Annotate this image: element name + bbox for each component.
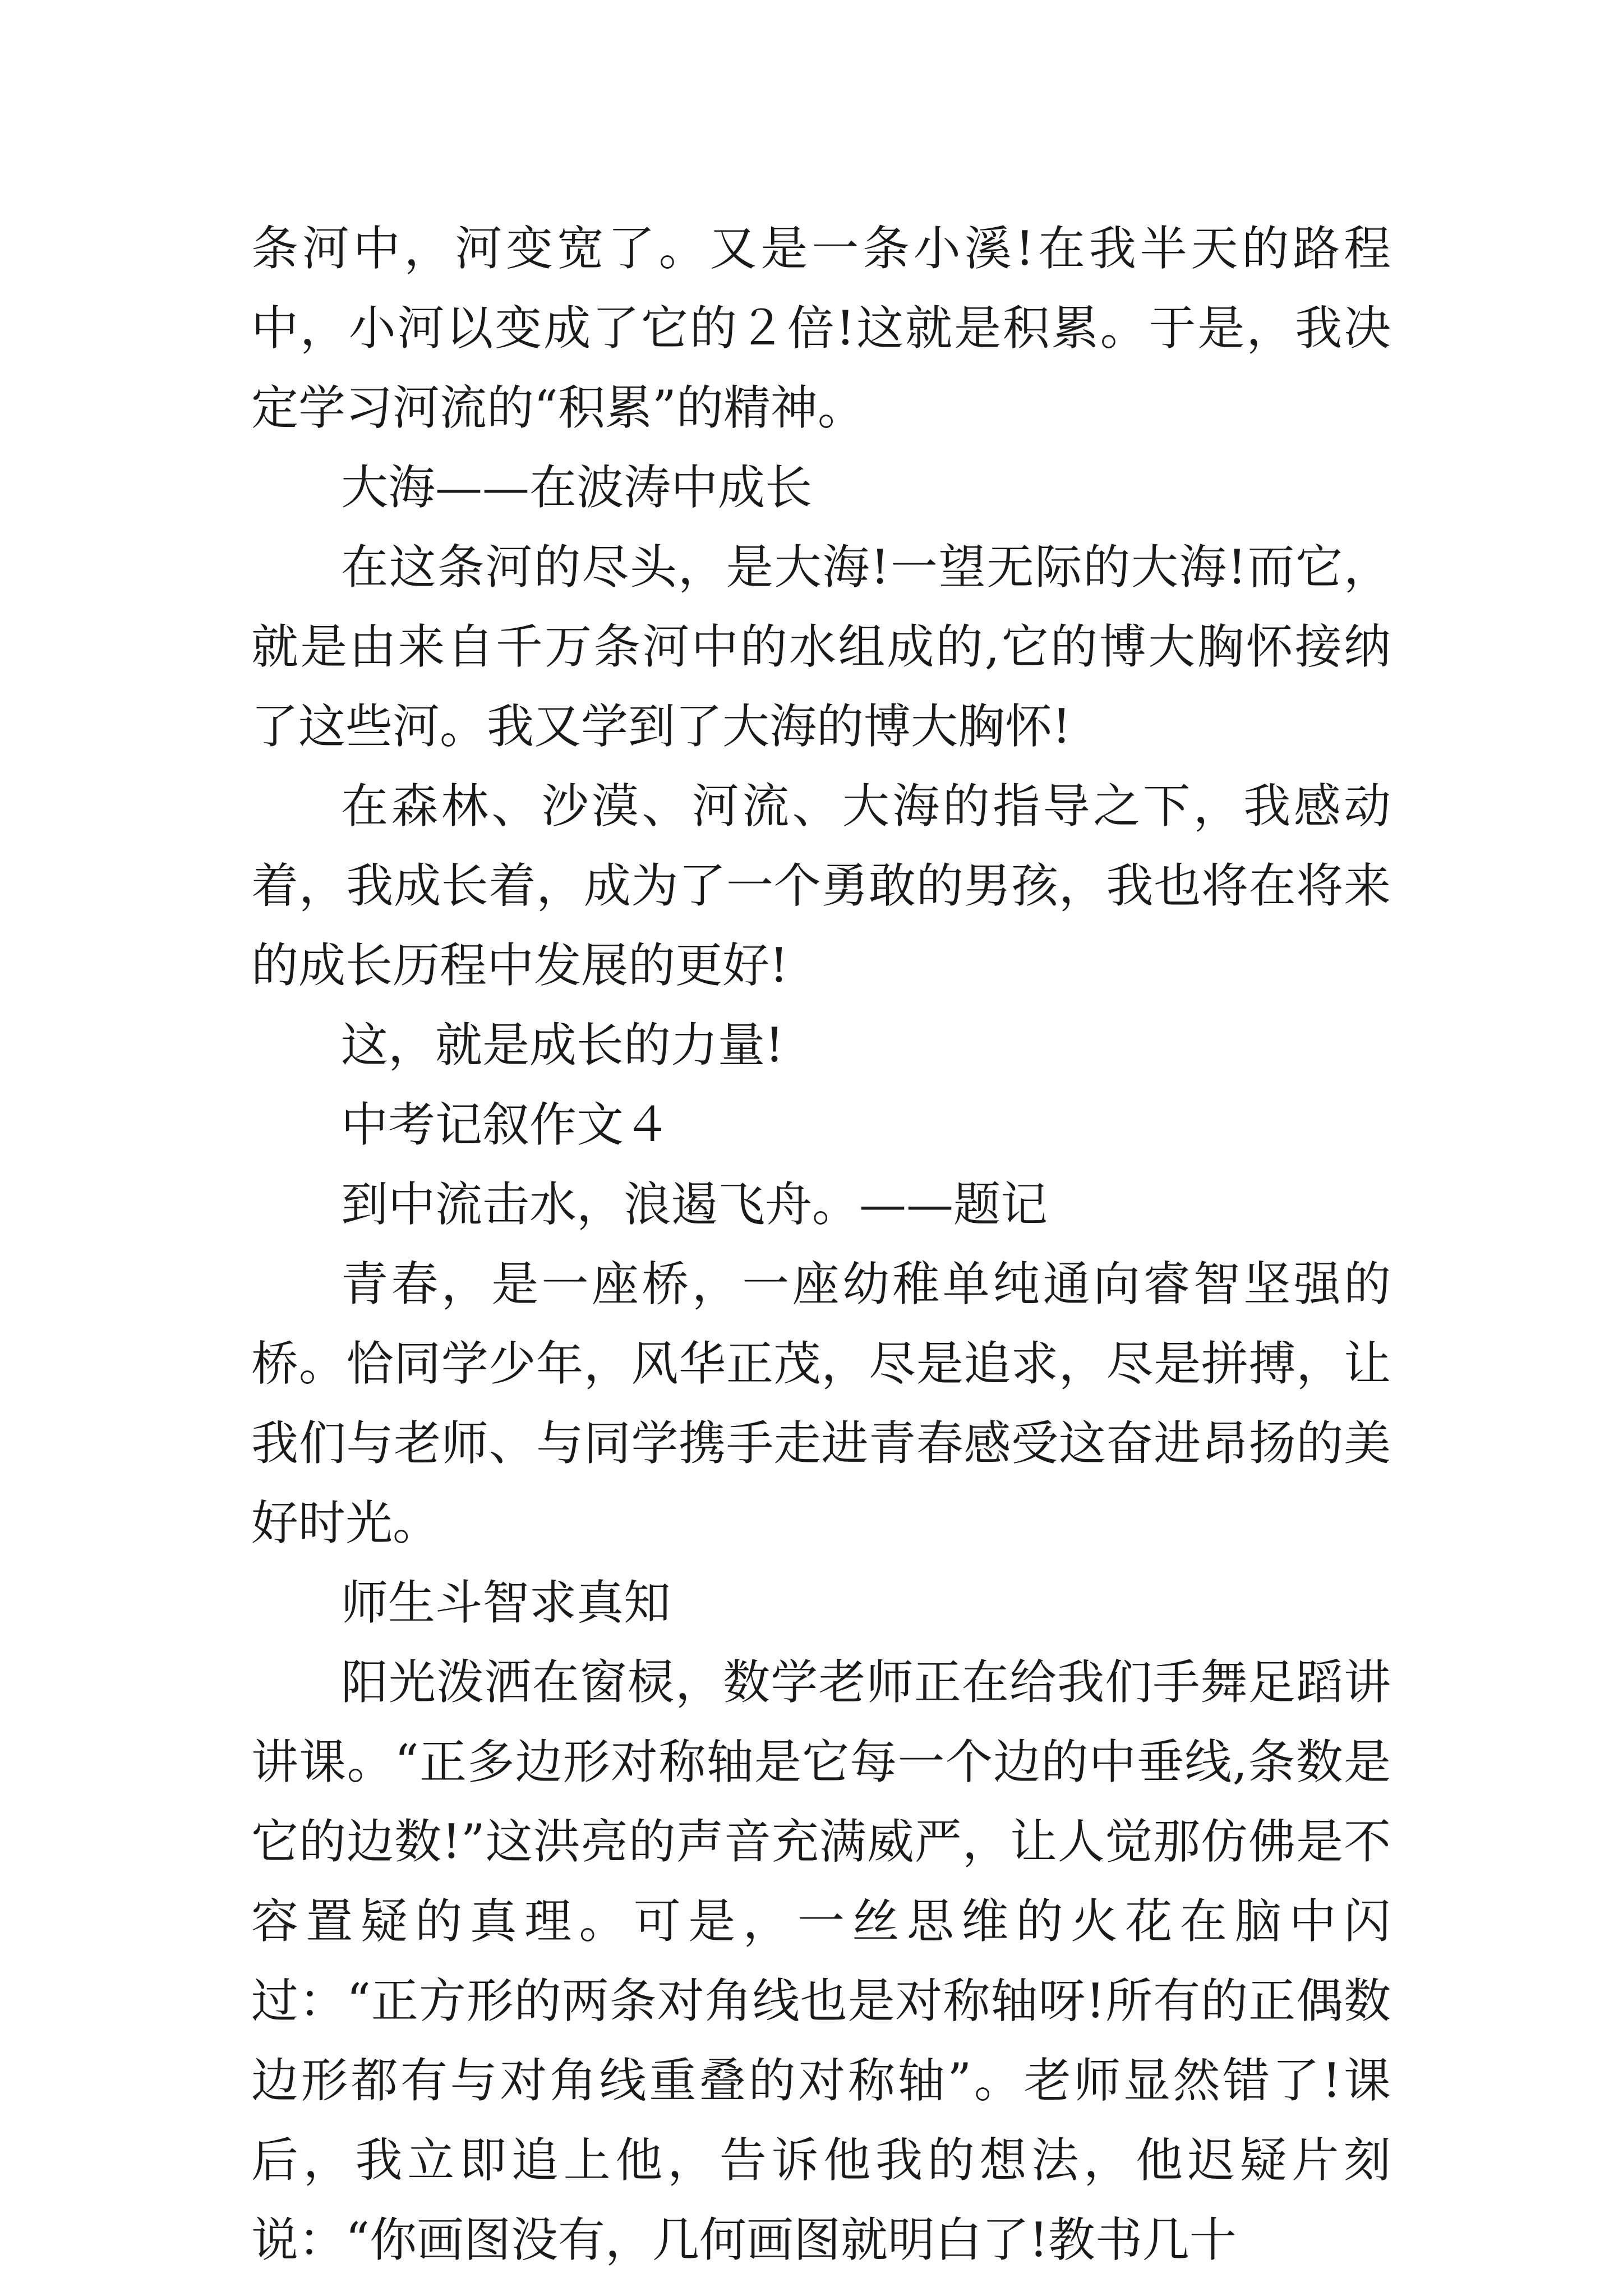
essay-title: 中考记叙作文４ bbox=[341, 1097, 671, 1152]
paragraph-growth: 在森林、沙漠、河流、大海的指导之下，我感动着，我成长着，成为了一个勇敢的男孩，我也将在将来的成长历程中发展的更好! bbox=[251, 779, 1391, 993]
paragraph-youth: 青春，是一座桥，一座幼稚单纯通向睿智坚强的桥。恰同学少年，风华正茂，尽是追求，尽是拼搏，让我们与老师、与同学携手走进青春感受这奋进昂扬的美好时光。 bbox=[251, 1257, 1391, 1550]
paragraph-sea: 在这条河的尽头，是大海!一望无际的大海!而它，就是由来自千万条河中的水组成的,它的博大胸怀接纳了这些河。我又学到了大海的博大胸怀! bbox=[251, 540, 1391, 754]
subheading-sea: 大海——在波涛中成长 bbox=[341, 460, 813, 515]
epigraph: 到中流击水，浪遏飞舟。——题记 bbox=[341, 1177, 1048, 1232]
paragraph-power-of-growth: 这，就是成长的力量! bbox=[341, 1018, 784, 1073]
document-body bbox=[251, 209, 1391, 2280]
paragraph-math-class: 阳光泼洒在窗棂，数学老师正在给我们手舞足蹈讲讲课。“正多边形对称轴是它每一个边的中垂线,条数是它的边数!”这洪亮的声音充满威严，让人觉那仿佛是不容置疑的真理。可是，一丝思维的火花在脑中闪过：“正方形的两条对角线也是对称轴呀!所有的正偶数边形都有与对角线重叠的对称轴”。老师显然错了!课后，我立即追上他，告诉他我的想法，他迟疑片刻说：“你画图没有，几何画图就明白了!教书几十 bbox=[251, 1655, 1391, 2267]
paragraph-river-continued: 条河中，河变宽了。又是一条小溪!在我半天的路程中，小河以变成了它的２倍!这就是积累。于是，我决定学习河流的“积累”的精神。 bbox=[251, 221, 1391, 435]
subheading-teacher-student: 师生斗智求真知 bbox=[341, 1575, 671, 1630]
